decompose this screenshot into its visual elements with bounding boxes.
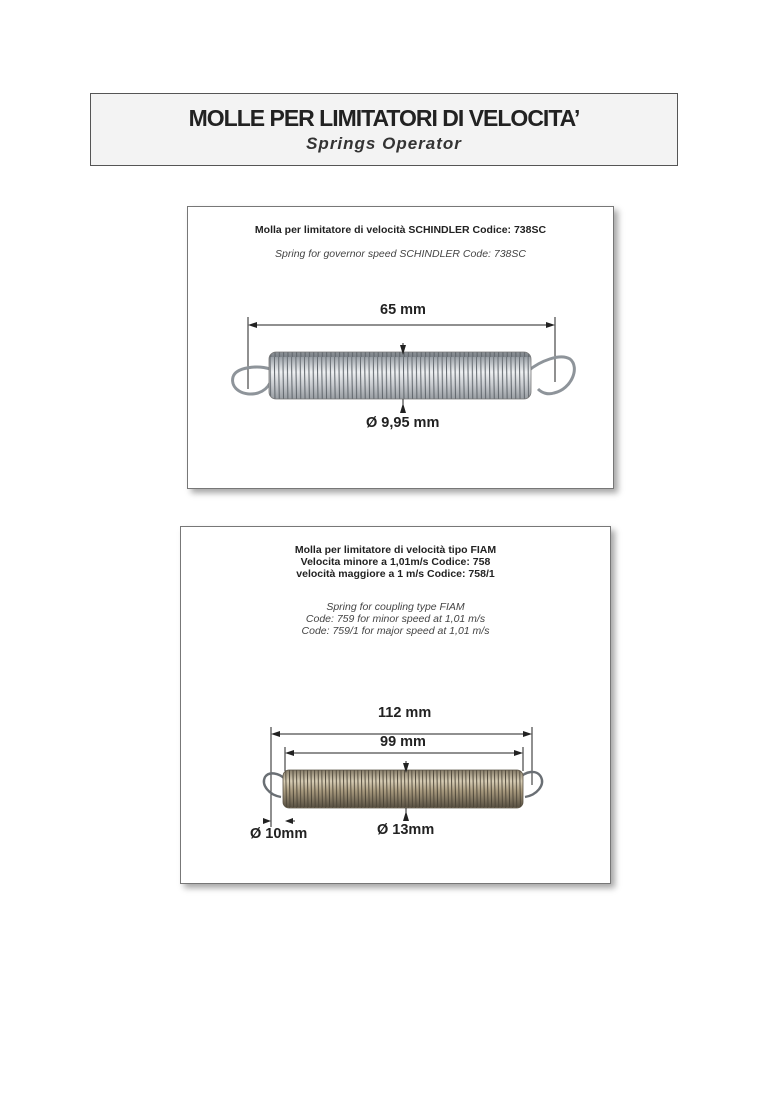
diameter-label: Ø 13mm xyxy=(377,822,435,838)
product-card-758 xyxy=(180,526,611,884)
card-title: Molla per limitatore di velocità SCHINDLER Codice: 738SC xyxy=(254,224,547,236)
card-title-line1: Molla per limitatore di velocità tipo FIAM xyxy=(294,544,497,556)
diameter-label: Ø 9,95 mm xyxy=(366,415,440,431)
card-subtitle: Spring for governor speed SCHINDLER Code: 738SC xyxy=(275,248,526,260)
page-header xyxy=(90,93,678,166)
page-subtitle: Springs Operator xyxy=(306,134,462,153)
total-length-label: 112 mm xyxy=(378,705,432,721)
length-label: 65 mm xyxy=(380,302,426,318)
page-title: MOLLE PER LIMITATORI DI VELOCITA’ xyxy=(188,105,580,131)
body-length-label: 99 mm xyxy=(380,734,426,750)
card-subtitle-line1: Spring for coupling type FIAM xyxy=(326,601,465,613)
card-title-line3: velocità maggiore a 1 m/s Codice: 758/1 xyxy=(296,568,495,580)
card-subtitle-line2: Code: 759 for minor speed at 1,01 m/s xyxy=(305,613,486,625)
product-card-738sc xyxy=(187,206,614,489)
card-subtitle-line3: Code: 759/1 for major speed at 1,01 m/s xyxy=(301,625,490,637)
hook-diameter-label: Ø 10mm xyxy=(250,826,308,842)
card-title-line2: Velocita minore a 1,01m/s Codice: 758 xyxy=(300,556,491,568)
spring-diagram-738sc xyxy=(188,207,615,490)
